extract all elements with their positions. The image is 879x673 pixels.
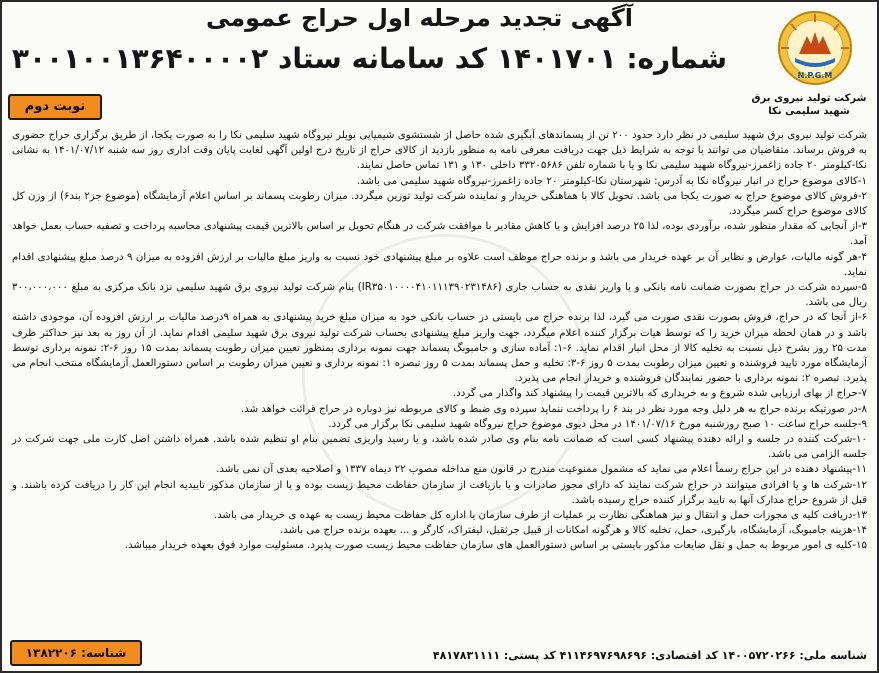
shenase-badge: شناسه: ۱۳۸۲۲۰۶ — [10, 640, 142, 666]
clause-item: ۲-فروش کالای موضوع حراج به صورت یکجا می باشد. تحویل کالا با هماهنگی خریدار و نماینده شرکت تولید توزین میگردد. میزان رطوبت پسماند بر اساس اعلام آزمایشگاه (موضوع جز۲ بند۶) از وزن کل کالای موضوع حراج کسر میگردد. — [12, 190, 868, 218]
company-logo-icon — [767, 10, 863, 86]
clause-item: ۵-سپرده شرکت در حراج بصورت ضمانت نامه بانکی و یا واریز نقدی به حساب جاری (IR۳۵۰۱۰۰۰۰۴۱۰۱۱۱۳۹۰۲۳۱۴۸۶) بنام شرکت تولید نیروی برق شهید سلیمی نزد بانک مرکزی به مبلغ ۳۰۰،۰۰۰،۰۰۰ ریال می باشد. — [12, 282, 867, 309]
ad-title: آگهی تجدید مرحله اول حراج عمومی — [206, 4, 633, 32]
clause-item: ۷-حراج از بهای ارزیابی شده شروع و به خریداری که بالاترین قیمت را پیشنهاد کند واگذار می گردد. — [452, 388, 867, 400]
ad-body — [12, 128, 867, 637]
clause-item: ۳-از آنجایی که مقدار منظور شده، برآوردی بوده، لذا ۲۵ درصد افزایش و یا کاهش مقادیر با موافقت شرکت در هنگام تحویل بر اساس بالاترین قیمت پیشنهادی محاسبه پرداخت و تصفیه حساب بعمل خواهد آمد. — [12, 221, 867, 248]
clause-item: ۶-از آنجا که در حراج، فروش بصورت نقدی صورت می گیرد، لذا برنده حراج می بایستی در حساب بانکی خود به میزان مبلغ خرید پیشنهادی به همراه ۹درصد مالیات بر ارزش افزوده آن، موجودی داشته باشد و در همان لحظه میزان خرید را که توسط هیات برگزار کننده اعلام میگردد، جهت واریز مبلغ پیشنهادی بحساب شرکت تولید نیروی برق شهید سلیمی اقدام نماید. از آن روز به بعد نیز حداکثر ظرف مدت ۲۵ روز بشرح ذیل نسبت به تخلیه کالا از محل انبار اقدام نماید. ۶-۱: آماده سازی و جامبوبگ پسماند جهت نمونه برداری بمنظور تعیین میزان رطوبت پسماند بمدت ۱۵ روز ۶-۲: نمونه برداری توسط آزمایشگاه مورد تایید فروشنده و تعیین میزان رطوبت بمدت ۵ روز ۶-۳: تخلیه و حمل پسماند بمدت ۵ روز تبصره ۱: نمونه برداری و تعیین میزان رطوبت بر اساس دستورالعمل آزمایشگاه منتخب انجام می پذیرد. تبصره ۲: نمونه برداری با حضور نمایندگان فروشنده و خریدار انجام می پذیرد. — [12, 312, 867, 385]
ad-number-line: شماره: ۱۴۰۱۷۰۱ کد سامانه ستاد ۳۰۰۱۰۰۱۳۶۴۰۰۰۰۲ — [11, 42, 727, 75]
clause-item: ۱-کالای موضوع حراج در انبار نیروگاه نکا به آدرس: شهرستان نکا-کیلومتر ۲۰ جاده زاغمرز-نیروگاه شهید سلیمی می باشد. — [356, 175, 867, 187]
ad-header — [2, 2, 877, 117]
clause-item: ۴-هر گونه مالیات، عوارض و نظایر آن بر عهده خریدار می باشد و برنده حراج موظف است علاوه بر مبلغ پیشنهادی خود نسبت به واریز مبلغ مالیات بر ارزش افزوده به میزان ۹ درصد مبلغ پیشنهادی اقدام نماید. — [12, 251, 867, 278]
ad-footer — [2, 641, 877, 669]
company-name-line1: شرکت تولید نیروی برق — [751, 93, 867, 104]
nobat-badge: نوبت دوم — [8, 94, 102, 120]
intro-paragraph: شرکت تولید نیروی برق شهید سلیمی در نظر دارد حدود ۲۰۰ تن از پسماندهای آبگیری شده حاصل از شستشوی شیمیایی بویلر نیروگاه شهید سلیمی نکا را به صورت یکجا، از طریق برگزاری حراج حضوری به فروش برساند. متقاضیان می توانند با توجه به شرایط ذیل جهت دریافت معرفی نامه به منظور بازدید از کالای حراج از تاریخ درج اولین آگهی لغایت پایان وقت اداری روز سه شنبه ۱۴۰۱/۰۷/۱۲ به نشانی نکا-کیلومتر ۲۰ جاده زاغمرز-نیروگاه شهید سلیمی نکا و یا با شماره تلفن ۳۳۲۰۵۶۸۶ داخلی ۱۳۰ و ۱۳۱ تماس حاصل نمایند. — [12, 130, 867, 172]
clause-item: ۱۱-پیشنهاد دهنده در این حراج رسماً اعلام می نماید که مشمول ممنوعیت مندرج در قانون منع مداخله مصوب ۲۲ دیماه ۱۳۳۷ و اصلاحیه بعدی آن نمی باشد. — [216, 464, 867, 476]
clause-item: ۱۴-هزینه جامبوبگ، آزمایشگاه، بارگیری، حمل، تخلیه کالا و هرگونه امکانات از قبیل جرثقیل، لیفتراک، کارگر و ... بعهده برنده حراج می باشد. — [280, 525, 867, 537]
logo-text: N.P.G.M — [797, 71, 833, 80]
clause-item: ۱۲-شرکت ها و یا افرادی میتوانند در حراج شرکت نمایند که دارای مجوز صادرات و یا بازیافت از سازمان حفاظت محیط زیست بوده و یا از سازمان مذکور تاییدیه انجام این کار را دریافت کرده باشند. و قبل از شروع حراج مدارک آنها به تایید برگزار کننده حراج رسیده باشد. — [12, 479, 867, 506]
clause-item: ۱۵-کلیه ی امور مربوط به حمل و نقل ضایعات مذکور بایستی بر اساس دستورالعمل های سازمان حفاظت محیط زیست صورت پذیرد. مسئولیت موارد فوق بعهده خریدار میباشد. — [124, 540, 867, 552]
clause-item: ۱۳-دریافت کلیه ی مجوزات حمل و انتقال و نیز هماهنگی نظارت بر عملیات از طرف سازمان یا اداره کل حفاظت محیط زیست به عهده ی خریدار می باشد. — [213, 510, 867, 522]
company-name-line2: شهید سلیمی نکا — [768, 106, 850, 117]
clause-item: ۹-جلسه حراج ساعت ۱۰ صبح روزشنبه مورخ ۱۴۰۱/۰۷/۱۶ در محل دیوی موضوع حراج نیروگاه شهید سلیمی نکا برگزار می گردد. — [328, 418, 867, 430]
company-ids: شناسه ملی: ۱۴۰۰۵۷۲۰۲۶۶ کد اقتصادی: ۴۱۱۴۶۹۷۶۹۸۶۹۶ کد پستی: ۴۸۱۷۸۳۱۱۱۱ — [432, 649, 867, 662]
company-name — [749, 92, 869, 118]
clause-item: ۸-در صورتیکه برنده حراج به هر دلیل وجه مورد نظر در بند ۶ را پرداخت ننماید سپرده وی ضبط و کالای مربوطه نیز دوباره در حراج قرائت خواهد شد. — [240, 403, 867, 415]
clause-item: ۱۰-شرکت کننده در جلسه و ارائه دهنده پیشنهاد کسی است که ضمانت نامه بنام وی صادر شده باشد، و یا رسید واریزی تضمین بنام او تنظیم شده باشد. همراه داشتن اصل کارت ملی جهت شرکت در جلسه الزامی می باشد. — [12, 434, 867, 461]
